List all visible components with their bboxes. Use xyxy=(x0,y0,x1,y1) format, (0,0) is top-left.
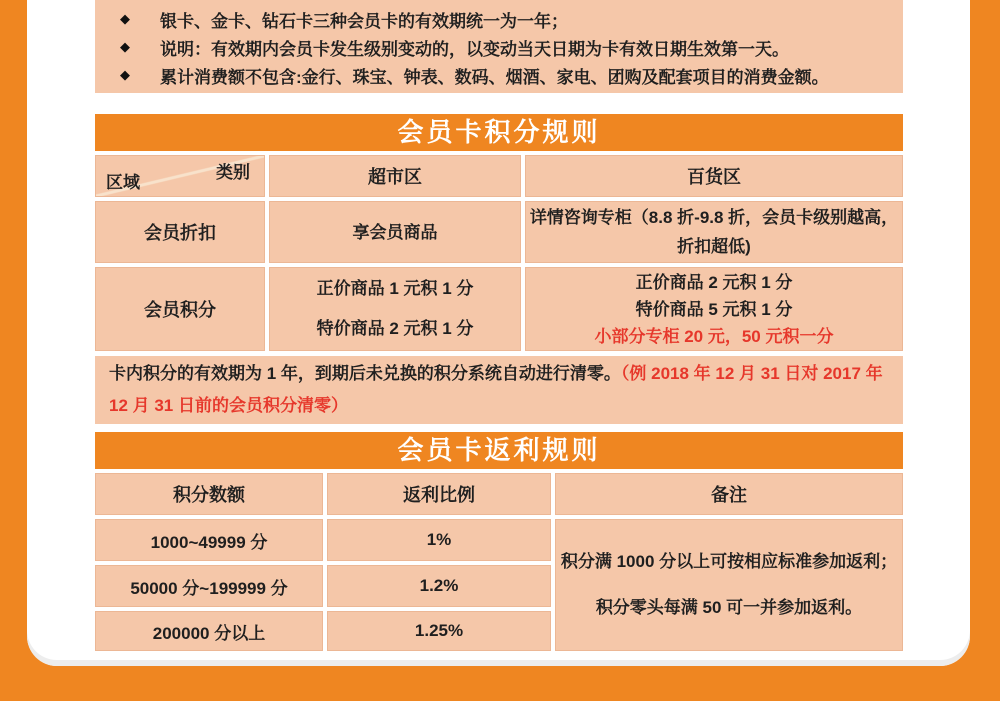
rebate-rules-title-bar: 会员卡返利规则 xyxy=(95,432,903,469)
bullet-item xyxy=(120,33,893,61)
content-column xyxy=(95,0,903,651)
cell-line: 特价商品 5 元积 1 分 xyxy=(635,299,793,319)
rebate-remark-cell xyxy=(555,519,903,651)
col-header-points-amount: 积分数额 xyxy=(95,473,323,515)
remark-line: 积分满 1000 分以上可按相应标准参加返利； xyxy=(560,552,898,571)
points-rules-title-bar: 会员卡积分规则 xyxy=(95,114,903,151)
col-header-rebate-ratio: 返利比例 xyxy=(327,473,551,515)
cell-line: 特价商品 2 元积 1 分 xyxy=(316,319,474,338)
diamond-icon: ◆ xyxy=(120,67,130,82)
points-supermarket-cell xyxy=(269,267,521,351)
col-header-remarks: 备注 xyxy=(555,473,903,515)
rebate-rules-table xyxy=(95,473,903,651)
cell-line: 正价商品 1 元积 1 分 xyxy=(316,279,474,298)
cell-line-highlight: 小部分专柜 20 元，50 元积一分 xyxy=(594,326,834,346)
rebate-rate-cell: 1% xyxy=(327,519,551,561)
rebate-rate-cell: 1.2% xyxy=(327,565,551,607)
rebate-points-cell: 50000 分~199999 分 xyxy=(95,565,323,607)
note-text: 卡内积分的有效期为 1 年，到期后未兑换的积分系统自动进行清零。 xyxy=(109,364,621,383)
corner-header-cell xyxy=(95,155,265,197)
cell-line: 折扣超低) xyxy=(677,237,751,256)
points-expiry-note xyxy=(95,356,903,424)
rebate-rate-cell: 1.25% xyxy=(327,611,551,651)
row-label-discount: 会员折扣 xyxy=(95,201,265,263)
col-header-supermarket: 超市区 xyxy=(269,155,521,197)
cell-line: 享会员商品 xyxy=(352,222,438,242)
bullet-item xyxy=(120,61,893,89)
corner-label-zone: 区域 xyxy=(106,173,140,192)
bullet-text: 累计消费额不包含:金行、珠宝、钟表、数码、烟酒、家电、团购及配套项目的消费金额。 xyxy=(160,67,829,87)
bullet-text: 银卡、金卡、钻石卡三种会员卡的有效期统一为一年； xyxy=(160,11,568,31)
discount-supermarket-cell xyxy=(269,201,521,263)
discount-department-cell xyxy=(525,201,903,263)
points-rules-table xyxy=(95,155,903,351)
diamond-icon: ◆ xyxy=(120,39,130,54)
cell-line: 详情咨询专柜（8.8 折-9.8 折，会员卡级别越高， xyxy=(529,208,899,227)
diamond-icon: ◆ xyxy=(120,11,130,26)
rebate-points-cell: 200000 分以上 xyxy=(95,611,323,651)
remark-line: 积分零头每满 50 可一并参加返利。 xyxy=(595,598,863,617)
col-header-department: 百货区 xyxy=(525,155,903,197)
points-department-cell xyxy=(525,267,903,351)
cell-line: 正价商品 2 元积 1 分 xyxy=(635,272,793,292)
note-text-red: （例 2018 年 12 月 31 日对 2017 年 12 月 31 日前的会员积分清零） xyxy=(109,364,883,415)
bullet-item xyxy=(120,5,893,33)
row-label-points: 会员积分 xyxy=(95,267,265,351)
corner-label-category: 类别 xyxy=(216,163,250,182)
bullet-text: 说明：有效期内会员卡发生级别变动的，以变动当天日期为卡有效日期生效第一天。 xyxy=(160,39,789,59)
rebate-points-cell: 1000~49999 分 xyxy=(95,519,323,561)
bullet-list xyxy=(95,0,903,93)
